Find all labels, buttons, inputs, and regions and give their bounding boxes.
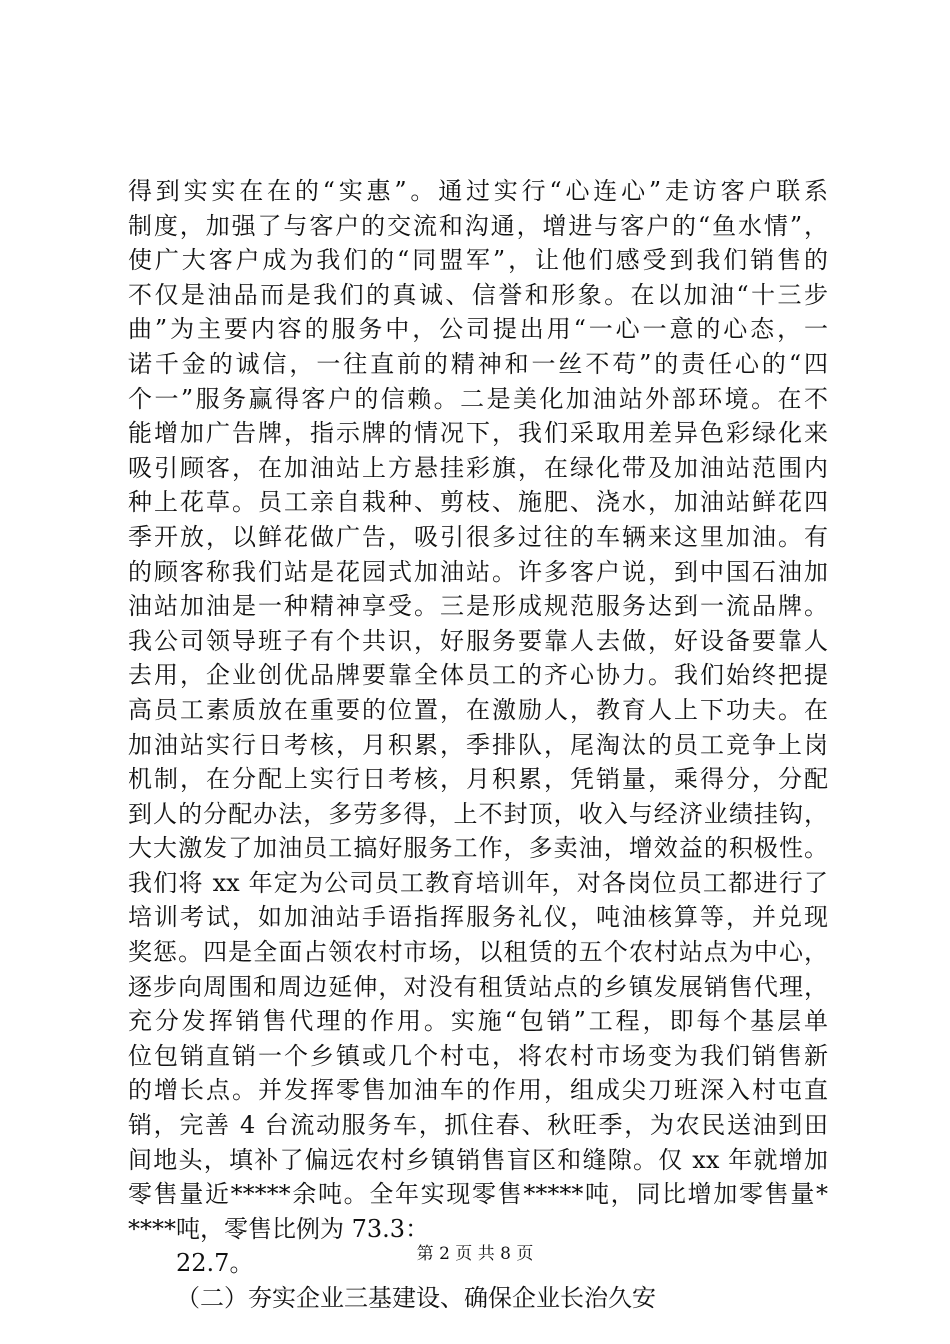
text-line: 季开放，以鲜花做广告，吸引很多过往的车辆来这里加油。有 [128, 522, 828, 551]
text-line: 机制，在分配上实行日考核，月积累，凭销量，乘得分，分配 [128, 765, 828, 794]
text-line: 吸引顾客，在加油站上方悬挂彩旗，在绿化带及加油站范围内 [128, 453, 828, 482]
text-line: 油站加油是一种精神享受。三是形成规范服务达到一流品牌。 [128, 592, 828, 621]
text-line: 曲”为主要内容的服务中，公司提出用“一心一意的心态，一 [128, 315, 828, 344]
page-number-footer: 第 2 页 共 8 页 [416, 1244, 534, 1264]
text-line: 销，完善 4 台流动服务车，抓住春、秋旺季，为农民送油到田 [128, 1111, 828, 1140]
text-line: 不仅是油品而是我们的真诚、信誉和形象。在以加油“十三步 [128, 280, 828, 309]
text-line: 能增加广告牌，指示牌的情况下，我们采取用差异色彩绿化来 [128, 419, 828, 448]
text-line: 培训考试，如加油站手语指挥服务礼仪，吨油核算等，并兑现 [128, 903, 828, 932]
text-line: 我公司领导班子有个共识，好服务要靠人去做，好设备要靠人 [128, 626, 828, 655]
text-line: 位包销直销一个乡镇或几个村屯，将农村市场变为我们销售新 [128, 1041, 828, 1070]
text-line: 的增长点。并发挥零售加油车的作用，组成尖刀班深入村屯直 [128, 1076, 828, 1105]
text-line: 的顾客称我们站是花园式加油站。许多客户说，到中国石油加 [128, 557, 828, 586]
text-line: 加油站实行日考核，月积累，季排队，尾淘汰的员工竞争上岗 [128, 730, 828, 759]
text-line: 22.7。 [176, 1249, 254, 1278]
text-line: 逐步向周围和周边延伸，对没有租赁站点的乡镇发展销售代理， [128, 972, 828, 1001]
text-line: 我们将 xx 年定为公司员工教育培训年，对各岗位员工都进行了 [128, 868, 828, 897]
text-line: 使广大客户成为我们的“同盟军”，让他们感受到我们销售的 [128, 246, 828, 275]
text-line: 奖惩。四是全面占领农村市场，以租赁的五个农村站点为中心， [128, 938, 828, 967]
text-line: 高员工素质放在重要的位置，在激励人，教育人上下功夫。在 [128, 695, 828, 724]
text-line: 制度，加强了与客户的交流和沟通，增进与客户的“鱼水情”， [128, 211, 828, 240]
text-line: 到人的分配办法，多劳多得，上不封顶，收入与经济业绩挂钩， [128, 799, 828, 828]
text-line: ****吨，零售比例为 73.3： [128, 1214, 430, 1243]
text-line: 个一”服务赢得客户的信赖。二是美化加油站外部环境。在不 [128, 384, 828, 413]
text-line: 大大激发了加油员工搞好服务工作，多卖油，增效益的积极性。 [128, 834, 828, 863]
text-line: 诺千金的诚信，一往直前的精神和一丝不苟”的责任心的“四 [128, 349, 828, 378]
text-line: 零售量近*****余吨。全年实现零售*****吨，同比增加零售量* [128, 1180, 828, 1209]
text-line: 种上花草。员工亲自栽种、剪枝、施肥、浇水，加油站鲜花四 [128, 488, 828, 517]
text-line: 充分发挥销售代理的作用。实施“包销”工程，即每个基层单 [128, 1007, 828, 1036]
text-line: 得到实实在在的“实惠”。通过实行“心连心”走访客户联系 [128, 177, 828, 205]
section-heading: （二）夯实企业三基建设、确保企业长治久安 [176, 1284, 656, 1312]
text-line: 去用，企业创优品牌要靠全体员工的齐心协力。我们始终把提 [128, 661, 828, 690]
body-text [128, 174, 828, 1316]
text-line: 间地头，填补了偏远农村乡镇销售盲区和缝隙。仅 xx 年就增加 [128, 1145, 828, 1174]
